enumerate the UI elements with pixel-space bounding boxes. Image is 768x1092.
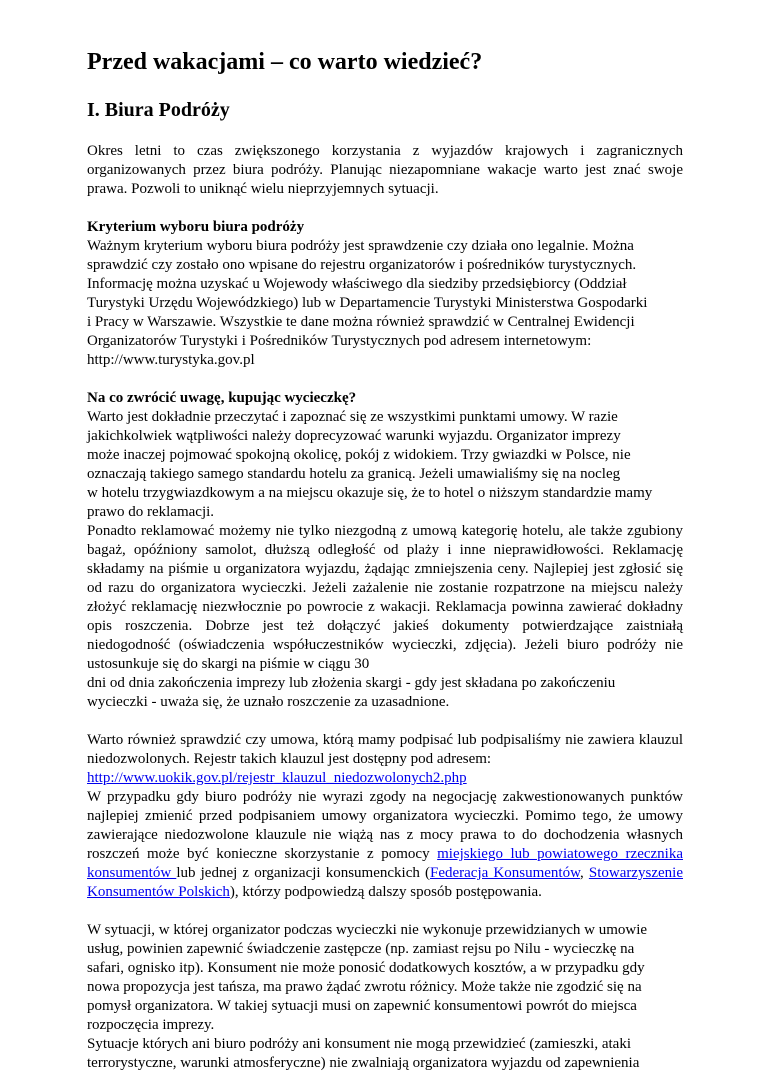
- purchase-line: prawo do reklamacji.: [87, 504, 215, 520]
- section-heading-travel-agencies: I. Biura Podróży: [87, 99, 230, 121]
- criteria-line: Ważnym kryterium wyboru biura podróży jest sprawdzenie czy działa ono legalnie. Można: [87, 238, 634, 254]
- intro-paragraph: [87, 142, 683, 199]
- clauses-paragraph: [87, 788, 683, 902]
- criteria-url: http://www.turystyka.gov.pl: [87, 352, 255, 368]
- substitute-line: Sytuacje których ani biuro podróży ani konsument nie mogą przewidzieć (zamieszki, ataki: [87, 1036, 631, 1052]
- criteria-line: i Pracy w Warszawie. Wszystkie te dane można również sprawdzić w Centralnej Ewidencji: [87, 314, 635, 330]
- clauses-section: [87, 731, 683, 902]
- consumer-ombudsman-link[interactable]: miejskiego lub powiatowego rzecznika konsumentów: [87, 846, 683, 881]
- purchase-line: jakichkolwiek wątpliwości należy doprecyzować warunki wyjazdu. Organizator imprezy: [87, 428, 621, 444]
- clauses-text-after: ), którzy podpowiedzą dalszy sposób postępowania.: [229, 884, 542, 900]
- clauses-comma: ,: [579, 865, 589, 881]
- criteria-line: Turystyki Urzędu Wojewódzkiego) lub w Departamencie Turystyki Ministerstwa Gospodarki: [87, 295, 648, 311]
- substitute-section: [87, 921, 683, 1073]
- substitute-line: usług, powinien zapewnić świadczenie zastępcze (np. zamiast rejsu po Nilu - wycieczkę na: [87, 941, 635, 957]
- clauses-text-middle: lub jednej z organizacji konsumenckich (: [176, 865, 430, 881]
- criteria-line: Organizatorów Turystyki i Pośredników Turystycznych pod adresem internetowym:: [87, 333, 592, 349]
- substitute-line: pomysł organizatora. W takiej sytuacji musi on zapewnić konsumentowi powrót do miejsca: [87, 998, 637, 1014]
- criteria-line: Informację można uzyskać u Wojewody właściwego dla siedziby przedsiębiorcy (Oddział: [87, 276, 627, 292]
- criteria-line: sprawdzić czy zostało ono wpisane do rejestru organizatorów i pośredników turystycznych.: [87, 257, 637, 273]
- criteria-heading: Kryterium wyboru biura podróży: [87, 219, 305, 235]
- purchase-line: w hotelu trzygwiazdkowym a na miejscu okazuje się, że to hotel o niższym standardzie mamy: [87, 485, 653, 501]
- clauses-text-before: W przypadku gdy biuro podróży nie wyrazi zgody na negocjację zakwestionowanych punktów najlepiej zmienić przed podpisaniem umowy organizatora wycieczki. Pomimo tego, że umowy zawierające niedozwolone klauzule nie wiążą nas z mocy prawa to do dochodzenia własnych roszczeń może być konieczne skorzystanie z pomocy: [87, 789, 683, 862]
- complaint-line: dni od dnia zakończenia imprezy lub złożenia skargi - gdy jest składana po zakończeniu: [87, 675, 616, 691]
- complaint-paragraph: Ponadto reklamować możemy nie tylko niezgodną z umową kategorię hotelu, ale także zgubiony bagaż, opóźniony samolot, dłuższą odległość od plaży i inne nieprawidłowości. Reklamację składamy na piśmie u organizatora wyjazdu, żądając zmniejszenia ceny. Najlepiej jest zgłosić się od razu do organizatora wycieczki. Jeżeli zażalenie nie zostanie rozpatrzone na miejscu należy złożyć reklamację niezwłocznie po powrocie z wakacji. Reklamacja powinna zawierać dokładny opis roszczenia. Dobrze jest też dołączyć jakieś dokumenty potwierdzające zaistniałą niedogodność (oświadczenia współuczestników wycieczki, zdjęcia). Jeżeli biuro podróży nie ustosunkuje się do skargi na piśmie w ciągu 30: [87, 523, 683, 672]
- document-page: [87, 48, 683, 1092]
- criteria-section: [87, 218, 683, 370]
- purchase-line: Warto jest dokładnie przeczytać i zapoznać się ze wszystkimi punktami umowy. W razie: [87, 409, 618, 425]
- stowarzyszenie-konsumentow-link[interactable]: Stowarzyszenie Konsumentów Polskich: [87, 865, 683, 900]
- substitute-line: rozpoczęcia imprezy.: [87, 1017, 215, 1033]
- purchase-heading: Na co zwrócić uwagę, kupując wycieczkę?: [87, 390, 357, 406]
- uokik-register-link[interactable]: http://www.uokik.gov.pl/rejestr_klauzul_niedozwolonych2.php: [87, 770, 467, 786]
- purchase-line: może inaczej pojmować spokojną okolicę, pokój z widokiem. Trzy gwiazdki w Polsce, nie: [87, 447, 631, 463]
- substitute-line: nowa propozycja jest tańsza, ma prawo żądać zwrotu różnicy. Może także nie zgodzić się na: [87, 979, 642, 995]
- page-title: Przed wakacjami – co warto wiedzieć?: [87, 49, 483, 75]
- substitute-line: terrorystyczne, warunki atmosferyczne) nie zwalniają organizatora wyjazdu od zapewnienia: [87, 1055, 640, 1071]
- federacja-konsumentow-link[interactable]: Federacja Konsumentów: [430, 865, 580, 881]
- substitute-line: safari, ognisko itp). Konsument nie może ponosić dodatkowych kosztów, a w przypadku gdy: [87, 960, 645, 976]
- purchase-section: [87, 389, 683, 712]
- complaint-line: wycieczki - uważa się, że uznało roszczenie za uzasadnione.: [87, 694, 450, 710]
- substitute-line: W sytuacji, w której organizator podczas wycieczki nie wykonuje przewidzianych w umowie: [87, 922, 648, 938]
- clauses-intro: Warto również sprawdzić czy umowa, którą mamy podpisać lub podpisaliśmy nie zawiera klauzul niedozwolonych. Rejestr takich klauzul jest dostępny pod adresem:: [87, 732, 683, 767]
- intro-text: Okres letni to czas zwiększonego korzystania z wyjazdów krajowych i zagranicznych organizowanych przez biura podróży. Planując niezapomniane wakacje warto jest znać swoje prawa. Pozwoli to uniknąć wielu nieprzyjemnych sytuacji.: [87, 143, 683, 197]
- purchase-line: oznaczają takiego samego standardu hotelu za granicą. Jeżeli umawialiśmy się na nocleg: [87, 466, 621, 482]
